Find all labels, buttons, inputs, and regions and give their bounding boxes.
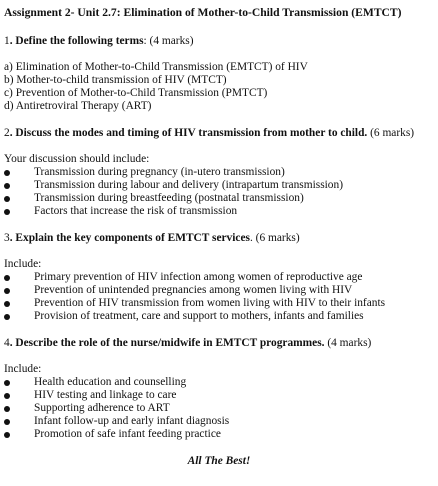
- question-3-bullet-list: [4, 271, 434, 323]
- bullet-item: [4, 205, 434, 218]
- question-4-heading: [4, 337, 434, 350]
- question-number: 3: [4, 232, 10, 244]
- question-number: 4: [4, 337, 10, 349]
- bullet-icon: [4, 393, 10, 399]
- bullet-text: Transmission during breastfeeding (postnatal transmission): [34, 192, 304, 204]
- bullet-item: [4, 192, 434, 205]
- term-item: a) Elimination of Mother-to-Child Transmission (EMTCT) of HIV: [4, 61, 308, 73]
- bullet-text: Health education and counselling: [34, 376, 187, 388]
- bullet-item: [4, 376, 434, 389]
- bullet-item: [4, 402, 434, 415]
- bullet-item: [4, 284, 434, 297]
- bullet-item: [4, 415, 434, 428]
- bullet-icon: [4, 209, 10, 215]
- question-text: . Define the following terms: [9, 35, 144, 47]
- bullet-item: [4, 179, 434, 192]
- bullet-icon: [4, 301, 10, 307]
- question-4-bullet-list: [4, 376, 434, 441]
- question-4-intro: Include:: [4, 363, 42, 375]
- bullet-icon: [4, 170, 10, 176]
- term-item: c) Prevention of Mother-to-Child Transmission (PMTCT): [4, 87, 268, 99]
- bullet-icon: [4, 196, 10, 202]
- question-marks: . (6 marks): [249, 232, 300, 244]
- bullet-text: Promotion of safe infant feeding practice: [34, 428, 221, 440]
- bullet-text: Provision of treatment, care and support to mothers, infants and families: [34, 310, 364, 322]
- bullet-text: Prevention of unintended pregnancies among women living with HIV: [34, 284, 353, 296]
- question-1-heading: [4, 35, 434, 48]
- question-2-heading: [4, 127, 434, 140]
- bullet-text: Infant follow-up and early infant diagnosis: [34, 415, 230, 427]
- bullet-text: HIV testing and linkage to care: [34, 389, 177, 401]
- bullet-text: Primary prevention of HIV infection among women of reproductive age: [34, 271, 363, 283]
- question-marks: (4 marks): [324, 337, 372, 349]
- question-text: . Explain the key components of EMTCT services: [9, 232, 250, 244]
- question-3-heading: [4, 232, 434, 245]
- bullet-item: [4, 271, 434, 284]
- bullet-item: [4, 389, 434, 402]
- assignment-title: Assignment 2- Unit 2.7: Elimination of Mother-to-Child Transmission (EMTCT): [4, 6, 402, 19]
- bullet-item: [4, 310, 434, 323]
- bullet-text: Prevention of HIV transmission from women living with HIV to their infants: [34, 297, 386, 309]
- question-marks: (6 marks): [367, 127, 415, 139]
- bullet-text: Transmission during pregnancy (in-utero transmission): [34, 166, 285, 178]
- term-item: d) Antiretroviral Therapy (ART): [4, 100, 152, 112]
- bullet-text: Factors that increase the risk of transmission: [34, 205, 238, 217]
- question-number: 1: [4, 35, 10, 47]
- bullet-text: Supporting adherence to ART: [34, 402, 170, 414]
- bullet-item: [4, 428, 434, 441]
- bullet-item: [4, 166, 434, 179]
- question-2-bullet-list: [4, 166, 434, 218]
- bullet-icon: [4, 275, 10, 281]
- bullet-text: Transmission during labour and delivery (intrapartum transmission): [34, 179, 343, 191]
- question-number: 2: [4, 127, 10, 139]
- bullet-icon: [4, 183, 10, 189]
- bullet-icon: [4, 288, 10, 294]
- bullet-icon: [4, 380, 10, 386]
- bullet-icon: [4, 406, 10, 412]
- closing-message: All The Best!: [187, 455, 251, 467]
- term-item: b) Mother-to-child transmission of HIV (MTCT): [4, 74, 227, 86]
- bullet-icon: [4, 314, 10, 320]
- question-marks: : (4 marks): [143, 35, 194, 47]
- question-3-intro: Include:: [4, 258, 42, 270]
- bullet-item: [4, 297, 434, 310]
- bullet-icon: [4, 419, 10, 425]
- question-text: . Discuss the modes and timing of HIV transmission from mother to child.: [9, 127, 368, 139]
- question-2-intro: Your discussion should include:: [4, 153, 150, 165]
- question-text: . Describe the role of the nurse/midwife in EMTCT programmes.: [9, 337, 325, 349]
- bullet-icon: [4, 432, 10, 438]
